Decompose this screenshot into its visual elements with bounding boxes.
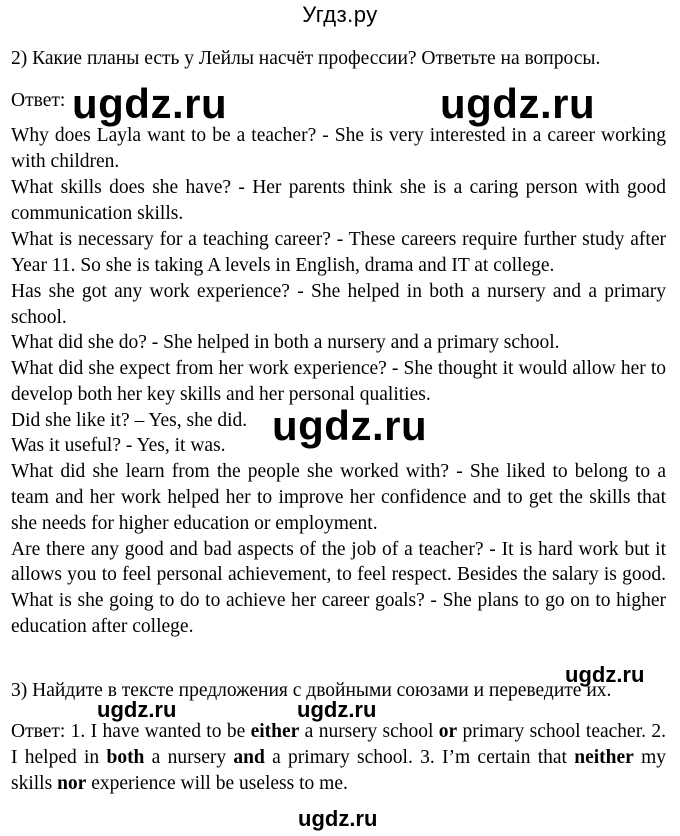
answer-line: Why does Layla want to be a teacher? - She is very interested in a career working [11, 125, 666, 146]
watermark: ugdz.ru [297, 697, 377, 722]
watermark: ugdz.ru [97, 697, 177, 722]
answer-line: What skills does she have? - Her parents think she is a caring person with good [11, 177, 666, 198]
watermark: ugdz.ru [565, 662, 645, 687]
answer-line: What did she learn from the people she worked with? - She liked to belong to a [11, 461, 666, 482]
task3-answer-line: Ответ: 1. I have wanted to be either a nursery school or primary school teacher. 2. [11, 721, 666, 742]
answer-line: Year 11. So she is taking A levels in English, drama and IT at college. [11, 255, 555, 276]
answer-line: Has she got any work experience? - She helped in both a nursery and a primary [11, 281, 666, 302]
conjunction-either: either [250, 721, 300, 742]
watermark: ugdz.ru [298, 806, 378, 831]
conjunction-and: and [233, 747, 265, 768]
task3-answer-line: skills nor experience will be useless to me. [11, 773, 348, 794]
answer-line: What is necessary for a teaching career? - These careers require further study after [11, 229, 666, 250]
answer-line: team and her work helped her to improve her confidence and to get the skills that [11, 487, 666, 508]
answer-line: with children. [11, 151, 120, 172]
answer-line: develop both her key skills and her personal qualities. [11, 384, 431, 405]
answer-line: Was it useful? - Yes, it was. [11, 435, 226, 456]
answer-line: What is she going to do to achieve her career goals? - She plans to go on to higher [11, 590, 666, 611]
answer-line: education after college. [11, 616, 194, 637]
answer-line: Are there any good and bad aspects of the job of a teacher? - It is hard work but it [11, 539, 666, 560]
answer-line: communication skills. [11, 203, 184, 224]
site-title: Угдз.ру [302, 2, 378, 27]
conjunction-neither: neither [574, 747, 634, 768]
watermark: ugdz.ru [72, 80, 228, 127]
answer-line: she needs for higher education or employment. [11, 513, 378, 534]
conjunction-both: both [106, 747, 145, 768]
watermark: ugdz.ru [440, 80, 596, 127]
answer-line: Did she like it? – Yes, she did. [11, 410, 248, 431]
task3-answer-line: I helped in both a nursery and a primary school. 3. I’m certain that neither my [11, 747, 667, 768]
task3-question: 3) Найдите в тексте предложения с двойными союзами и переведите их. [11, 680, 612, 701]
task2-answer-label: Ответ: [11, 90, 66, 111]
watermark: ugdz.ru [272, 402, 428, 449]
conjunction-or: or [438, 721, 458, 742]
task2-question: 2) Какие планы есть у Лейлы насчёт профессии? Ответьте на вопросы. [11, 48, 601, 69]
answer-line: What did she do? - She helped in both a nursery and a primary school. [11, 332, 560, 353]
answer-line: allows you to feel personal achievement, to feel respect. Besides the salary is good. [11, 564, 666, 585]
conjunction-nor: nor [57, 773, 87, 794]
answer-line: school. [11, 307, 67, 328]
answer-line: What did she expect from her work experience? - She thought it would allow her to [11, 358, 666, 379]
